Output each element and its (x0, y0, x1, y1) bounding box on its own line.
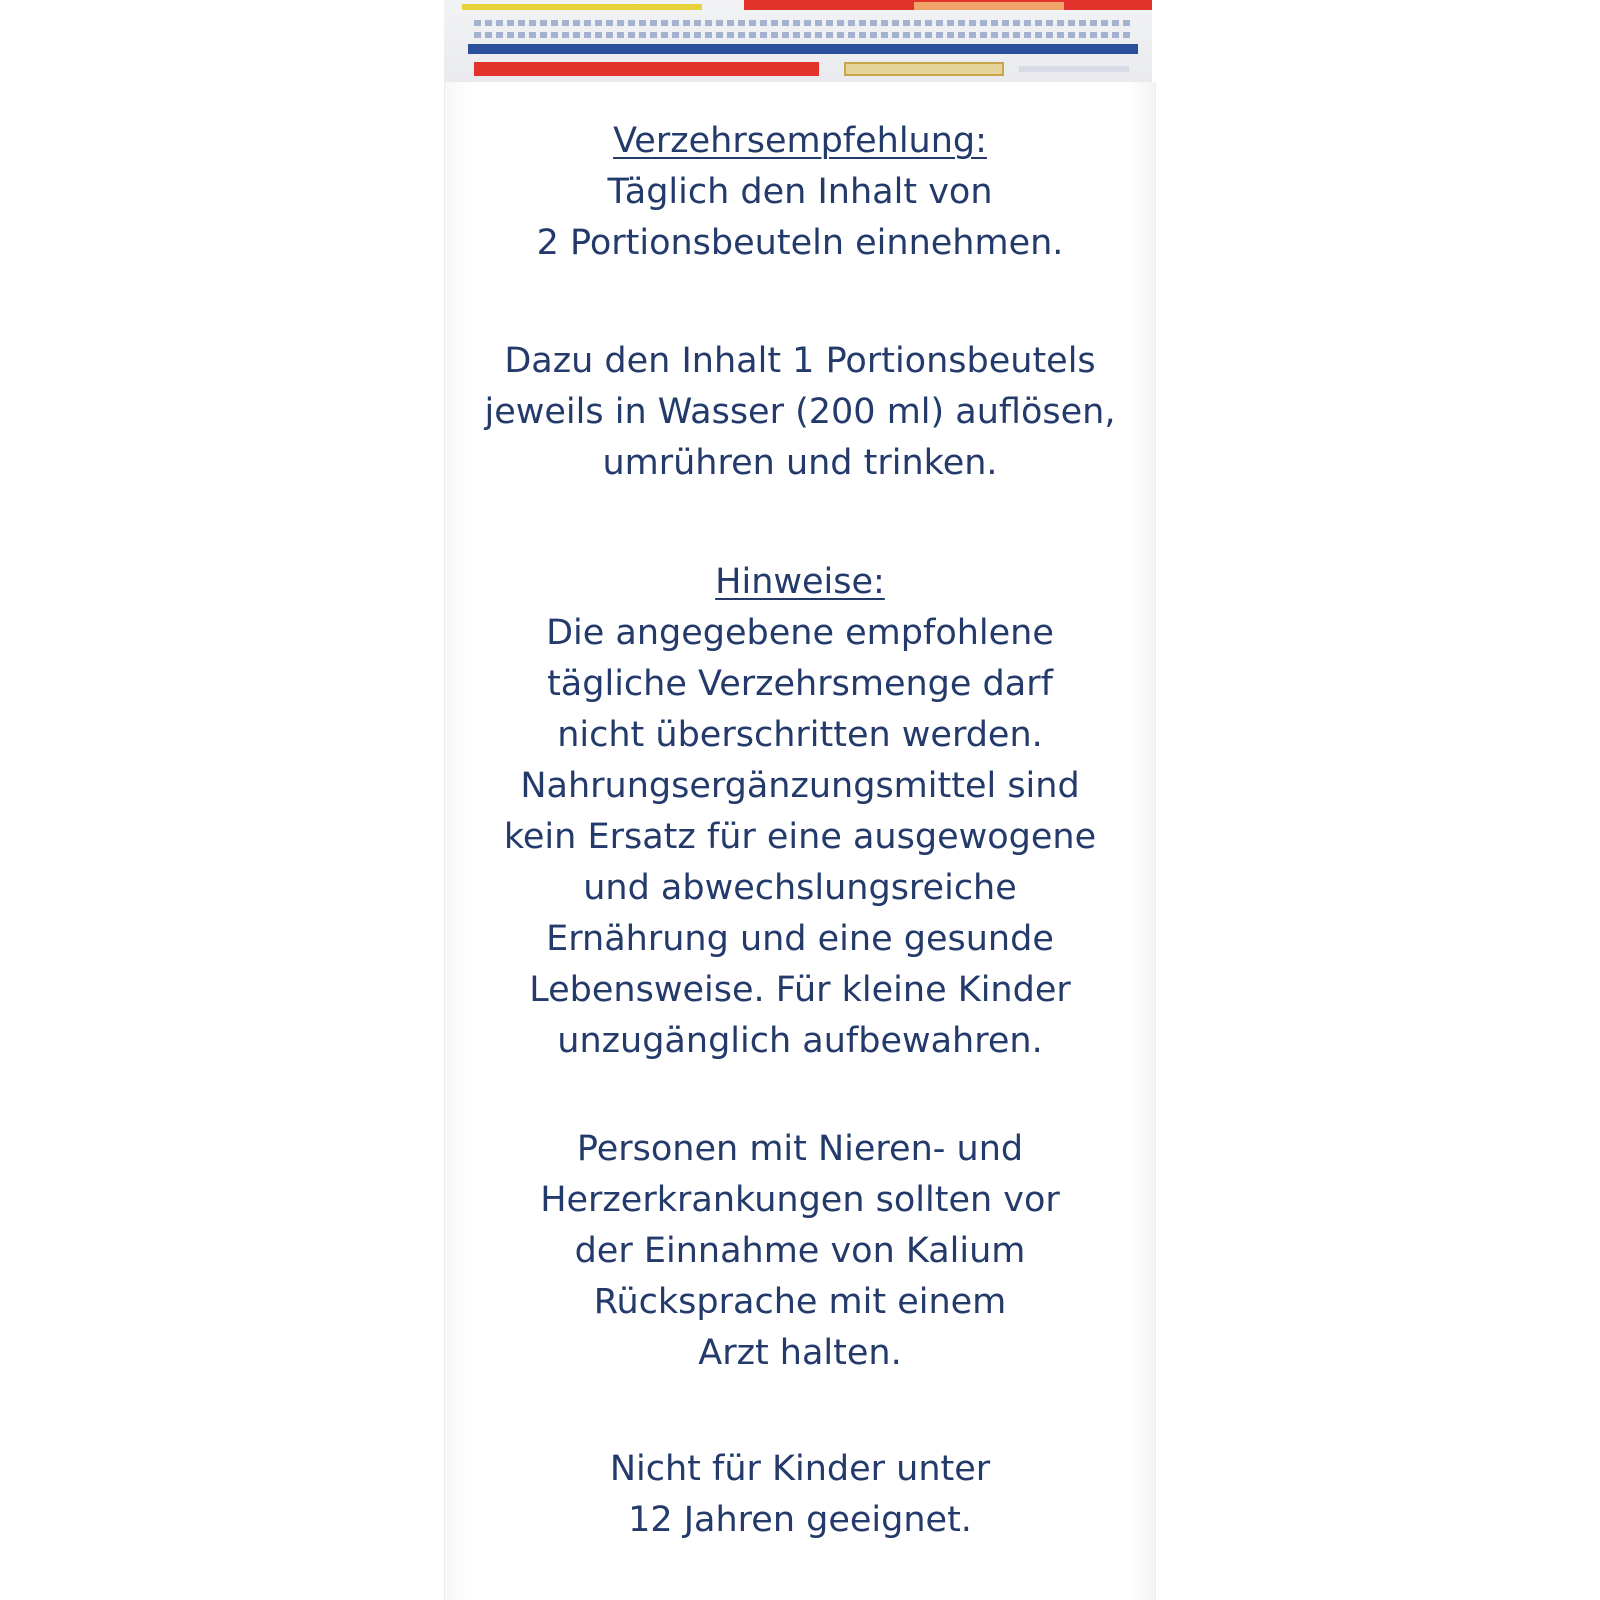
warning-section (444, 1124, 1156, 1379)
age-notice-section (444, 1444, 1156, 1546)
age-notice-line: Nicht für Kinder unter (609, 1449, 991, 1489)
notes-line: Nahrungsergänzungsmittel sind (520, 766, 1080, 806)
flap-gold-badge (844, 62, 1004, 76)
preparation-section (444, 336, 1156, 489)
notes-line: Ernährung und eine gesunde (546, 919, 1054, 959)
preparation-line: Dazu den Inhalt 1 Portionsbeutels (504, 341, 1096, 381)
notes-line: Lebensweise. Für kleine Kinder (529, 970, 1071, 1010)
preparation-line: umrühren und trinken. (602, 443, 998, 483)
notes-line: nicht überschritten werden. (557, 715, 1043, 755)
warning-line: Arzt halten. (698, 1333, 902, 1373)
dosage-section (444, 116, 1156, 269)
warning-line: Herzerkrankungen sollten vor (540, 1180, 1060, 1220)
flap-blue-band (468, 44, 1138, 54)
dosage-line: Täglich den Inhalt von (607, 172, 993, 212)
flap-red-band (474, 62, 819, 76)
warning-line: der Einnahme von Kalium (574, 1231, 1026, 1271)
notes-line: und abwechslungsreiche (583, 868, 1017, 908)
warning-line: Rücksprache mit einem (593, 1282, 1007, 1322)
notes-line: unzugänglich aufbewahren. (557, 1021, 1043, 1061)
notes-line: Die angegebene empfohlene (546, 613, 1054, 653)
flap-yellow-stripe (462, 4, 702, 10)
dosage-heading: Verzehrsempfehlung: (613, 121, 987, 161)
flap-print-row (474, 20, 1134, 26)
warning-line: Personen mit Nieren- und (576, 1129, 1024, 1169)
box-side-panel (444, 82, 1156, 1600)
flap-orange-stripe (914, 2, 1064, 10)
dosage-line: 2 Portionsbeuteln einnehmen. (536, 223, 1064, 263)
flap-print-row (474, 32, 1134, 38)
box-top-flap (444, 0, 1152, 82)
notes-section (444, 557, 1156, 1067)
preparation-line: jeweils in Wasser (200 ml) auflösen, (484, 392, 1116, 432)
notes-line: kein Ersatz für eine ausgewogene (503, 817, 1097, 857)
notes-line: tägliche Verzehrsmenge darf (547, 664, 1053, 704)
age-notice-line: 12 Jahren geeignet. (628, 1500, 972, 1540)
flap-light-bar (1019, 66, 1129, 72)
notes-heading: Hinweise: (715, 562, 885, 602)
